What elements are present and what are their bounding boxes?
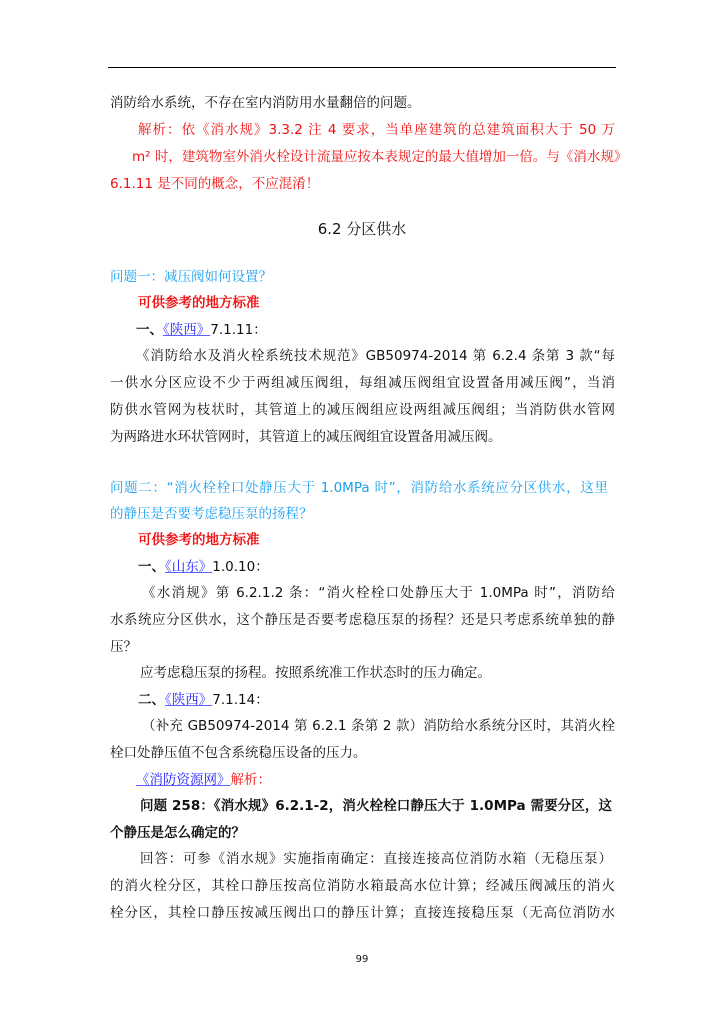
reference-item — [136, 320, 641, 340]
body-line: 水系统应分区供水，这个静压是否要考虑稳压泵的扬程？还是只考虑系统单独的静 — [110, 612, 615, 628]
item-clause: 1.0.10： — [212, 559, 269, 575]
question-one: 问题一：减压阀如何设置？ — [110, 269, 272, 285]
source-suffix: 解析： — [230, 772, 271, 788]
body-line: 为两路进水环状管网时，其管道上的减压阀组宜设置备用减压阀。 — [110, 429, 502, 445]
source-line — [136, 770, 641, 790]
analysis-line: m² 时，建筑物室外消火栓设计流量应按本表规定的最大值增加一倍。与《消水规》 — [132, 149, 628, 165]
item-prefix: 一、 — [138, 559, 165, 575]
section-title: 6.2 分区供水 — [317, 220, 407, 238]
question-two: 问题二：“消火栓栓口处静压大于 1.0MPa 时”，消防给水系统应分区供水，这里 — [110, 480, 608, 496]
answer-line: 栓分区，其栓口静压按减压阀出口的静压计算；直接连接稳压泵（无高位消防水 — [110, 905, 615, 921]
item-clause: 7.1.14： — [212, 692, 269, 708]
analysis-line: 解析：依《消水规》3.3.2 注 4 要求，当单座建筑的总建筑面积大于 50 万 — [138, 122, 615, 138]
header-rule — [108, 67, 616, 68]
item-prefix: 一、 — [136, 322, 163, 338]
shandong-link[interactable]: 《山东》 — [165, 559, 213, 575]
question-258: 问题 258：《消水规》6.2.1-2，消火栓栓口静压大于 1.0MPa 需要分区，这 — [140, 798, 612, 814]
body-line: 栓口处静压值不包含系统稳压设备的压力。 — [110, 745, 367, 761]
reference-heading: 可供参考的地方标准 — [138, 532, 260, 548]
body-line: （补充 GB50974-2014 第 6.2.1 条第 2 款）消防给水系统分区时，其消火栓 — [142, 718, 615, 734]
page-number: 99 — [355, 954, 369, 965]
item-prefix: 二、 — [138, 692, 165, 708]
item-clause: 7.1.11： — [210, 322, 267, 338]
shaanxi-link[interactable]: 《陕西》 — [165, 692, 213, 708]
analysis-line: 6.1.11 是不同的概念，不应混淆！ — [110, 176, 320, 192]
body-line: 压？ — [110, 639, 137, 655]
body-line: 《消防给水及消火栓系统技术规范》GB50974-2014 第 6.2.4 条第 3 款“每 — [136, 348, 615, 364]
answer-line: 回答：可参《消水规》实施指南确定：直接连接高位消防水箱（无稳压泵） — [140, 851, 612, 867]
answer-line: 应考虑稳压泵的扬程。按照系统准工作状态时的压力确定。 — [140, 665, 491, 681]
body-line: 防供水管网为枝状时，其管道上的减压阀组应设两组减压阀组；当消防供水管网 — [110, 402, 615, 418]
reference-heading: 可供参考的地方标准 — [138, 295, 260, 311]
reference-item — [138, 557, 643, 577]
answer-line: 的消火栓分区，其栓口静压按高位消防水箱最高水位计算；经减压阀减压的消火 — [110, 878, 615, 894]
fire-resource-link[interactable]: 《消防资源网》 — [136, 772, 231, 788]
question-258: 个静压是怎么确定的？ — [110, 825, 245, 841]
body-line: 《水消规》第 6.2.1.2 条：“消火栓栓口处静压大于 1.0MPa 时”，消防给 — [142, 585, 615, 601]
shaanxi-link[interactable]: 《陕西》 — [163, 322, 211, 338]
question-two: 的静压是否要考虑稳压泵的扬程？ — [110, 506, 313, 522]
body-line: 一供水分区应设不少于两组减压阀组，每组减压阀组宜设置备用减压阀”，当消 — [110, 375, 615, 391]
reference-item — [138, 690, 643, 710]
intro-line: 消防给水系统，不存在室内消防用水量翻倍的问题。 — [110, 95, 421, 111]
